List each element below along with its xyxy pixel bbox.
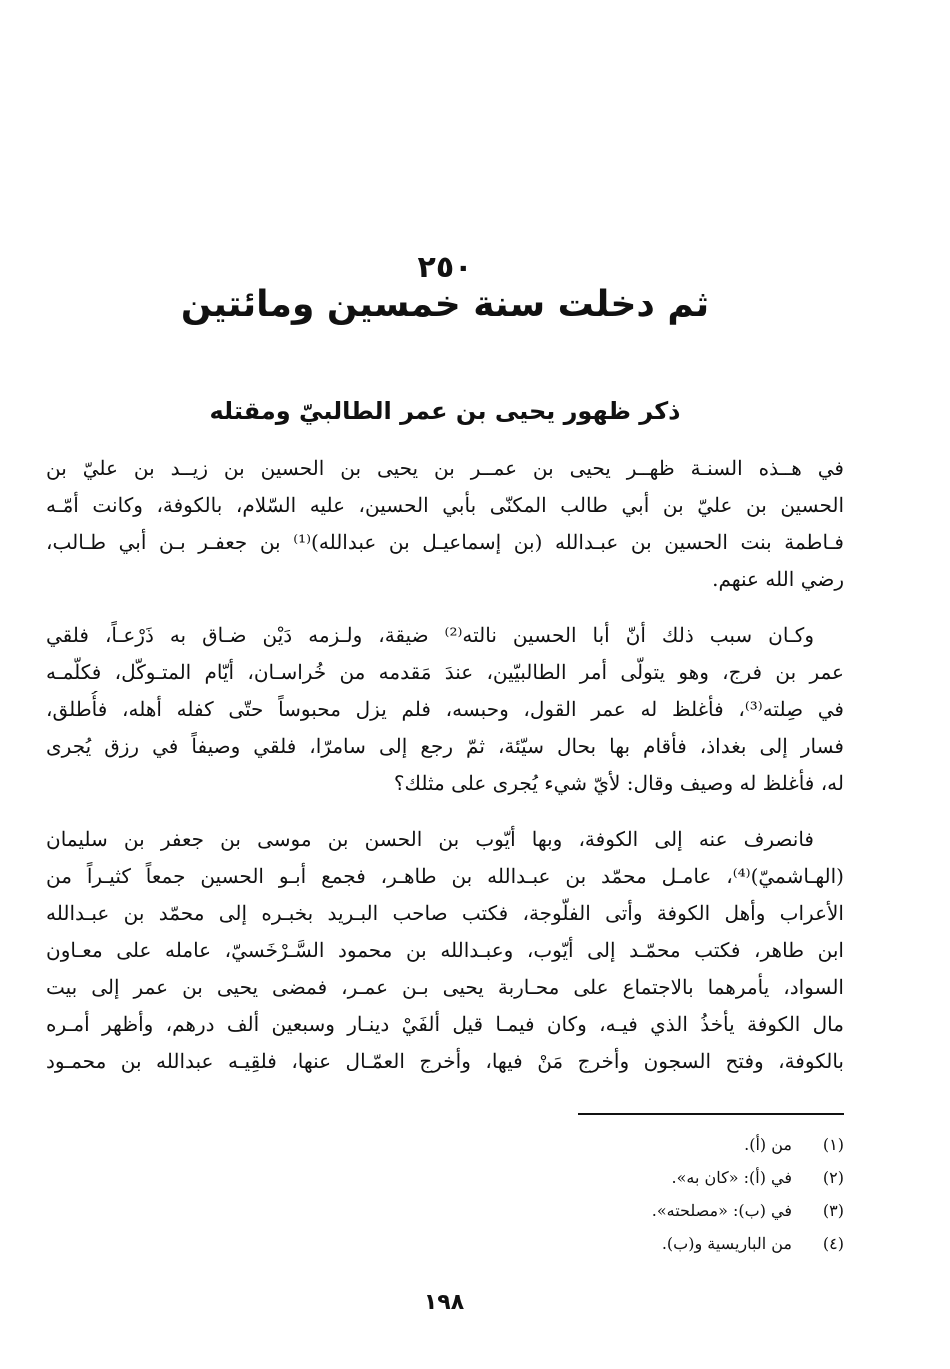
footnote-number: (٢) [822,1168,844,1187]
paragraph-line: في صِلته⁽³⁾، فأغلظ له عمر القول، وحبسه، فلم يزل محبوساً حتّى كفله أهله، فأُطلق، [46,697,844,721]
section-heading: ذكر ظهور يحيى بن عمر الطالبيّ ومقتله [209,397,681,425]
paragraph-line: وكـان سبب ذلك أنّ أبا الحسين نالته⁽²⁾ ضيقة، ولـزمه دَيْن ضـاق به ذَرْعـاً، فلقي [46,623,814,647]
footnote-text: في (أ): «كان به». [671,1168,792,1187]
paragraph-line: رضي الله عنهم. [712,567,844,591]
year-number: ٢٥٠ [417,250,473,285]
paragraph-line: في هــذه السنـة ظهــر يحيى بن عمــر بن يحيى بن الحسين بن زيــد بن عليّ بن [46,456,844,480]
paragraph-line: (الهـاشميّ)⁽⁴⁾، عامـل محمّد بن عبـدالله بن طاهـر، فجمع أبـو الحسين جمعاً كثيـراً من [46,864,844,888]
paragraph-3 [46,821,844,1080]
footnote-item [444,1161,844,1194]
footnote-number: (٣) [822,1201,844,1220]
paragraph-line: السواد، يأمرهما بالاجتماع على محـاربة يحيى بـن عمـر، فمضى يحيى بن عمر إلى بيت [46,975,844,999]
paragraph-line: فسار إلى بغداذ، فأقام بها بحال سيّئة، ثمّ رجع إلى سامرّا، فلقي وصيفاً في رزق يُجرى [46,734,844,758]
paragraph-line: فانصرف عنه إلى الكوفة، وبها أيّوب بن الحسن بن موسى بن جعفر بن سليمان [46,827,814,851]
paragraph-line: مال الكوفة يأخذُ الذي فيـه، وكان فيمـا قيل ألفَيْ دينـار وسبعين ألف درهم، وأظهر أمـره [46,1012,844,1036]
footnote-item [444,1128,844,1161]
footnote-number: (٤) [822,1234,844,1253]
paragraph-line: بالكوفة، وفتح السجون وأخرج مَنْ فيها، وأخرج العمّـال عنها، فلقِيـه عبدالله بن محمـود [46,1049,844,1073]
footnote-text: من (أ). [744,1135,792,1154]
paragraph-line: الحسين بن عليّ بن أبي طالب المكنّى بأبي الحسين، عليه السّلام، بالكوفة، وكانت أمّـه [46,493,844,517]
paragraph-1 [46,450,844,598]
paragraph-line: ابن طاهر، فكتب محمّـد إلى أيّوب، وعبـدالله بن محمود السَّـرْخَسيّ، عامله على معـاون [46,938,844,962]
footnote-text: في (ب): «مصلحته». [651,1201,792,1220]
footnote-divider [578,1113,844,1115]
page-number: ١٩٨ [423,1290,465,1315]
footnote-number: (١) [822,1135,844,1154]
footnote-text: من الباريسية و(ب). [661,1234,792,1253]
paragraph-line: فـاطمة بنت الحسين بن عبـدالله (بن إسماعيـل بن عبدالله)⁽¹⁾ بن جعفـر بـن أبي طـالب، [46,530,844,554]
footnote-item [444,1194,844,1227]
footnote-item [444,1227,844,1260]
chapter-title: ثم دخلت سنة خمسين ومائتين [180,284,710,325]
paragraph-2 [46,617,844,802]
paragraph-line: عمر بن فرج، وهو يتولّى أمر الطالبيّين، عندَ مَقدمه من خُراسـان، أيّام المتـوكّل، فكلّمـه [46,660,844,684]
footnotes [444,1128,844,1260]
paragraph-line: الأعراب وأهل الكوفة وأتى الفلّوجة، فكتب صاحب البـريد بخبـره إلى محمّد بن عبـدالله [46,901,844,925]
paragraph-line: له، فأغلظ له وصيف وقال: لأيّ شيء يُجرى على مثلك؟ [393,771,844,795]
